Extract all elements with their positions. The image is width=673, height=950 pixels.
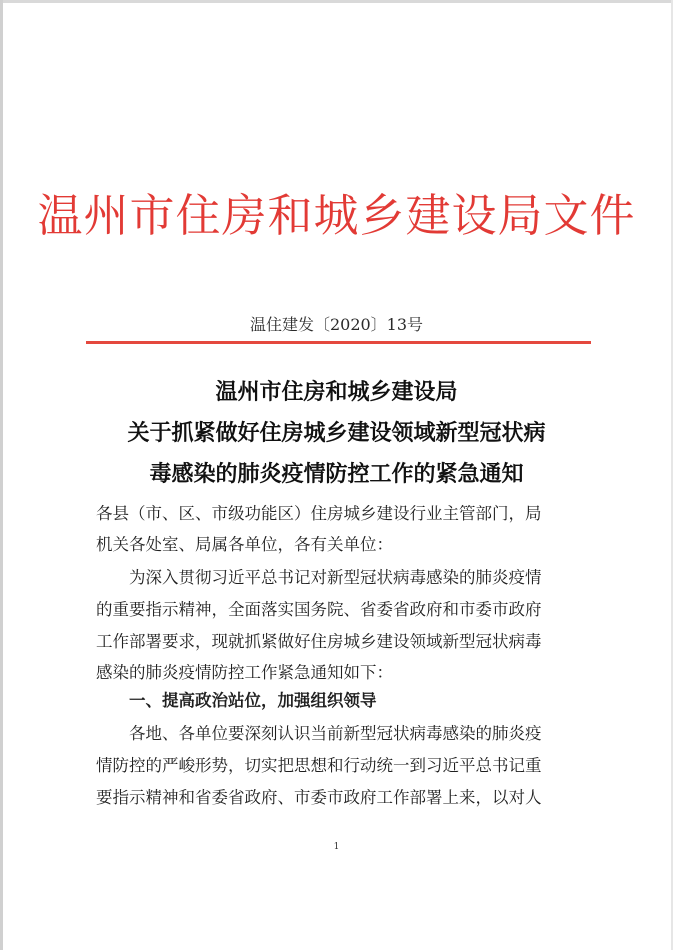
body-text-line: 感染的肺炎疫情防控工作紧急通知如下： [96, 663, 393, 682]
document-masthead: 温州市住房和城乡建设局文件 [37, 189, 636, 242]
document-title-line-3: 毒感染的肺炎疫情防控工作的紧急通知 [149, 461, 524, 487]
document-title-line-1: 温州市住房和城乡建设局 [215, 379, 458, 405]
document-title-line-2: 关于抓紧做好住房城乡建设领域新型冠状病 [127, 420, 546, 446]
body-text-line: 各地、各单位要深刻认识当前新型冠状病毒感染的肺炎疫 [96, 724, 542, 743]
red-separator-line [86, 341, 591, 344]
body-text-line: 要指示精神和省委省政府、市委市政府工作部署上来，以对人 [96, 788, 542, 807]
section-heading: 一、提高政治站位，加强组织领导 [96, 691, 377, 710]
document-number: 温住建发〔2020〕13号 [249, 315, 424, 334]
body-text-line: 工作部署要求，现就抓紧做好住房城乡建设领域新型冠状病毒 [96, 632, 542, 651]
body-text-line: 情防控的严峻形势，切实把思想和行动统一到习近平总书记重 [96, 756, 542, 775]
body-text-line: 为深入贯彻习近平总书记对新型冠状病毒感染的肺炎疫情 [96, 568, 542, 587]
addressee-line-1: 各县（市、区、市级功能区）住房城乡建设行业主管部门，局 [96, 504, 542, 523]
body-text-line: 的重要指示精神，全面落实国务院、省委省政府和市委市政府 [96, 600, 542, 619]
page-number: 1 [333, 842, 340, 852]
page-top-edge [0, 0, 673, 3]
addressee-line-2: 机关各处室、局属各单位，各有关单位： [96, 535, 393, 554]
